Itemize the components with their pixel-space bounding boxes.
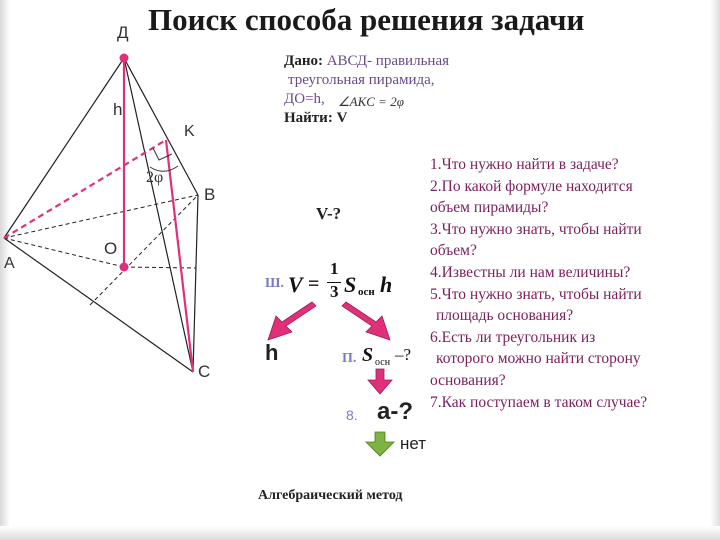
label-C: C xyxy=(198,362,211,381)
label-K: K xyxy=(184,123,195,140)
question-line: 3.Что нужно знать, чтобы найти xyxy=(430,220,642,238)
question-line: основания? xyxy=(430,371,506,389)
given-text-1: АВСД- правильная xyxy=(322,53,449,69)
formula-v: V xyxy=(288,272,303,297)
formula-num: 1 xyxy=(330,259,339,278)
edge-BC xyxy=(193,195,198,372)
question-line: 4.Известны ли нам величины? xyxy=(430,263,631,281)
label-O: O xyxy=(104,239,118,258)
arrow-to-net xyxy=(366,432,394,456)
point-O xyxy=(120,263,129,272)
label-A: A xyxy=(4,255,15,272)
question-line: которого можно найти сторону xyxy=(436,350,641,368)
label-D: Д xyxy=(117,23,129,42)
question-line: 7.Как поступаем в таком случае? xyxy=(430,393,648,411)
volume-formula xyxy=(288,259,398,302)
side-question: a-? xyxy=(377,398,413,425)
label-angle: 2φ xyxy=(146,169,164,186)
arrow-to-a xyxy=(368,369,392,394)
step-2-label: П. xyxy=(342,351,357,366)
find-text: V xyxy=(332,110,348,126)
h-node: h xyxy=(265,340,279,365)
question-line: 5.Что нужно знать, чтобы найти xyxy=(430,285,642,303)
given-line-3: ДО=h, xyxy=(284,91,325,107)
line-O-right xyxy=(124,267,196,268)
edge-DC xyxy=(124,58,193,372)
question-line: 1.Что нужно найти в задаче? xyxy=(430,156,619,173)
line-AK-pink xyxy=(4,140,166,238)
point-D xyxy=(120,54,129,63)
questions-list xyxy=(430,154,710,413)
formula-eq: = xyxy=(308,273,320,295)
base-area-formula xyxy=(362,342,442,372)
question-line: 2.По какой формуле находится xyxy=(430,177,633,195)
line-KC-pink xyxy=(166,140,193,372)
question-line: объем пирамиды? xyxy=(430,199,549,217)
step-3-label: Ш. xyxy=(265,276,284,291)
given-line-1 xyxy=(284,52,449,71)
volume-question: V-? xyxy=(316,204,342,223)
edge-DA xyxy=(4,58,124,238)
method-label: Алгебраический метод xyxy=(258,488,403,503)
edge-AC xyxy=(4,238,193,372)
question-line: объем? xyxy=(430,242,477,260)
formula-s2: S xyxy=(362,344,374,366)
answer-no: нет xyxy=(400,434,427,453)
formula-s2-sub: осн xyxy=(375,357,391,368)
page-title: Поиск способа решения задачи xyxy=(148,2,585,37)
given-line-4 xyxy=(284,109,449,128)
formula-s: S xyxy=(344,272,357,297)
formula-den: 3 xyxy=(330,282,339,301)
given-line-2: треугольная пирамида, xyxy=(288,72,435,88)
label-B: B xyxy=(204,185,216,204)
formula-s2-q: –? xyxy=(395,345,412,364)
question-line: площадь основания? xyxy=(436,307,574,325)
arrow-to-h xyxy=(268,302,316,340)
step-8-label: 8. xyxy=(346,407,358,423)
given-label: Дано: xyxy=(284,53,323,69)
find-label: Найти: xyxy=(284,110,333,126)
label-h: h xyxy=(113,100,123,119)
given-block xyxy=(284,52,449,128)
formula-h: h xyxy=(380,272,393,297)
angle-condition: ∠AKC = 2φ xyxy=(338,94,404,109)
question-line: 6.Есть ли треугольник из xyxy=(430,328,596,346)
arrow-to-s xyxy=(342,302,390,340)
edge-AB-hidden xyxy=(4,195,198,238)
formula-s-sub: осн xyxy=(358,286,375,298)
